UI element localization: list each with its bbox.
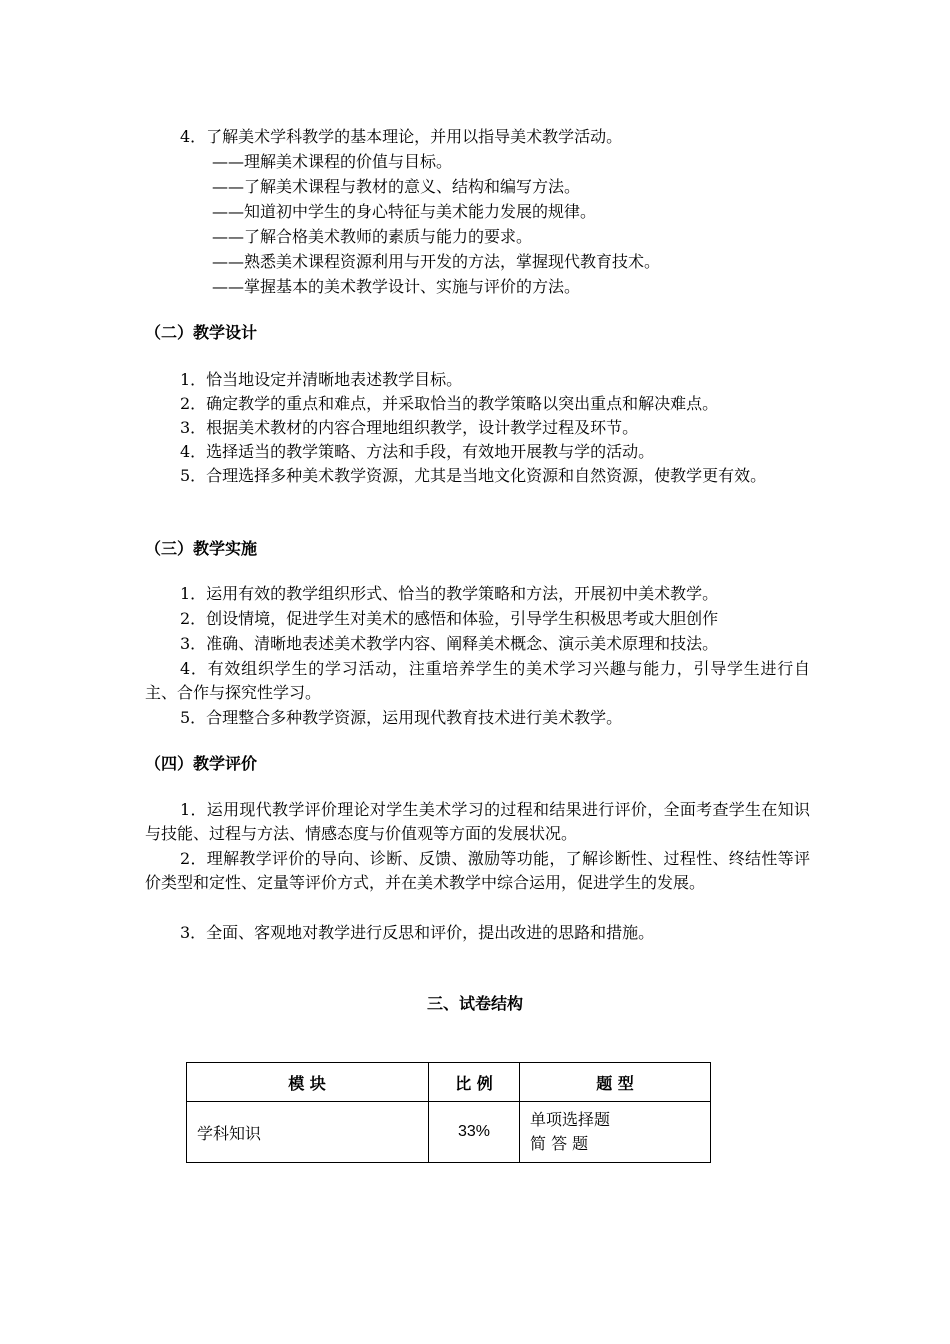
section-title-structure: 三、试卷结构 <box>426 994 523 1013</box>
table-row <box>187 1102 711 1163</box>
objective-item-4: 4．了解美术学科教学的基本理论，并用以指导美术教学活动。 <box>180 127 623 146</box>
cell-ratio: 33% <box>429 1102 520 1163</box>
objective-subitem: ——了解合格美术教师的素质与能力的要求。 <box>212 227 533 246</box>
objective-subitem: ——了解美术课程与教材的意义、结构和编写方法。 <box>212 177 581 196</box>
design-item: 1．恰当地设定并清晰地表述教学目标。 <box>180 370 463 389</box>
question-type: 简 答 题 <box>530 1134 589 1153</box>
section-heading-implementation: （三）教学实施 <box>145 539 258 558</box>
cell-module: 学科知识 <box>187 1102 429 1163</box>
header-type: 题 型 <box>520 1063 711 1102</box>
objective-subitem: ——掌握基本的美术教学设计、实施与评价的方法。 <box>212 277 581 296</box>
design-item: 4．选择适当的教学策略、方法和手段，有效地开展教与学的活动。 <box>180 442 655 461</box>
implementation-item: 4．有效组织学生的学习活动，注重培养学生的美术学习兴趣与能力，引导学生进行自主、合作与探究性学习。 <box>145 659 810 702</box>
implementation-item: 2．创设情境，促进学生对美术的感悟和体验，引导学生积极思考或大胆创作 <box>180 609 719 628</box>
implementation-item: 3．准确、清晰地表述美术教学内容、阐释美术概念、演示美术原理和技法。 <box>180 634 719 653</box>
objective-subitem: ——熟悉美术课程资源利用与开发的方法，掌握现代教育技术。 <box>212 252 661 271</box>
header-module: 模 块 <box>187 1063 429 1102</box>
evaluation-item: 2．理解教学评价的导向、诊断、反馈、激励等功能，了解诊断性、过程性、终结性等评价类型和定性、定量等评价方式，并在美术教学中综合运用，促进学生的发展。 <box>145 849 810 892</box>
implementation-item: 5．合理整合多种教学资源，运用现代教育技术进行美术教学。 <box>180 708 623 727</box>
cell-types <box>520 1102 711 1163</box>
design-item: 5．合理选择多种美术教学资源，尤其是当地文化资源和自然资源，使教学更有效。 <box>180 466 767 485</box>
section-heading-evaluation: （四）教学评价 <box>145 754 258 773</box>
header-ratio: 比 例 <box>429 1063 520 1102</box>
objective-subitem: ——知道初中学生的身心特征与美术能力发展的规律。 <box>212 202 597 221</box>
structure-table <box>186 1062 711 1163</box>
table-header-row <box>187 1063 711 1102</box>
question-type: 单项选择题 <box>530 1110 611 1129</box>
design-item: 2．确定教学的重点和难点，并采取恰当的教学策略以突出重点和解决难点。 <box>180 394 719 413</box>
section-heading-design: （二）教学设计 <box>145 323 258 342</box>
implementation-item: 1．运用有效的教学组织形式、恰当的教学策略和方法，开展初中美术教学。 <box>180 584 719 603</box>
design-item: 3．根据美术教材的内容合理地组织教学，设计教学过程及环节。 <box>180 418 639 437</box>
evaluation-item: 3．全面、客观地对教学进行反思和评价，提出改进的思路和措施。 <box>180 923 655 942</box>
evaluation-item: 1．运用现代教学评价理论对学生美术学习的过程和结果进行评价，全面考查学生在知识与技能、过程与方法、情感态度与价值观等方面的发展状况。 <box>145 800 810 843</box>
objective-subitem: ——理解美术课程的价值与目标。 <box>212 152 453 171</box>
